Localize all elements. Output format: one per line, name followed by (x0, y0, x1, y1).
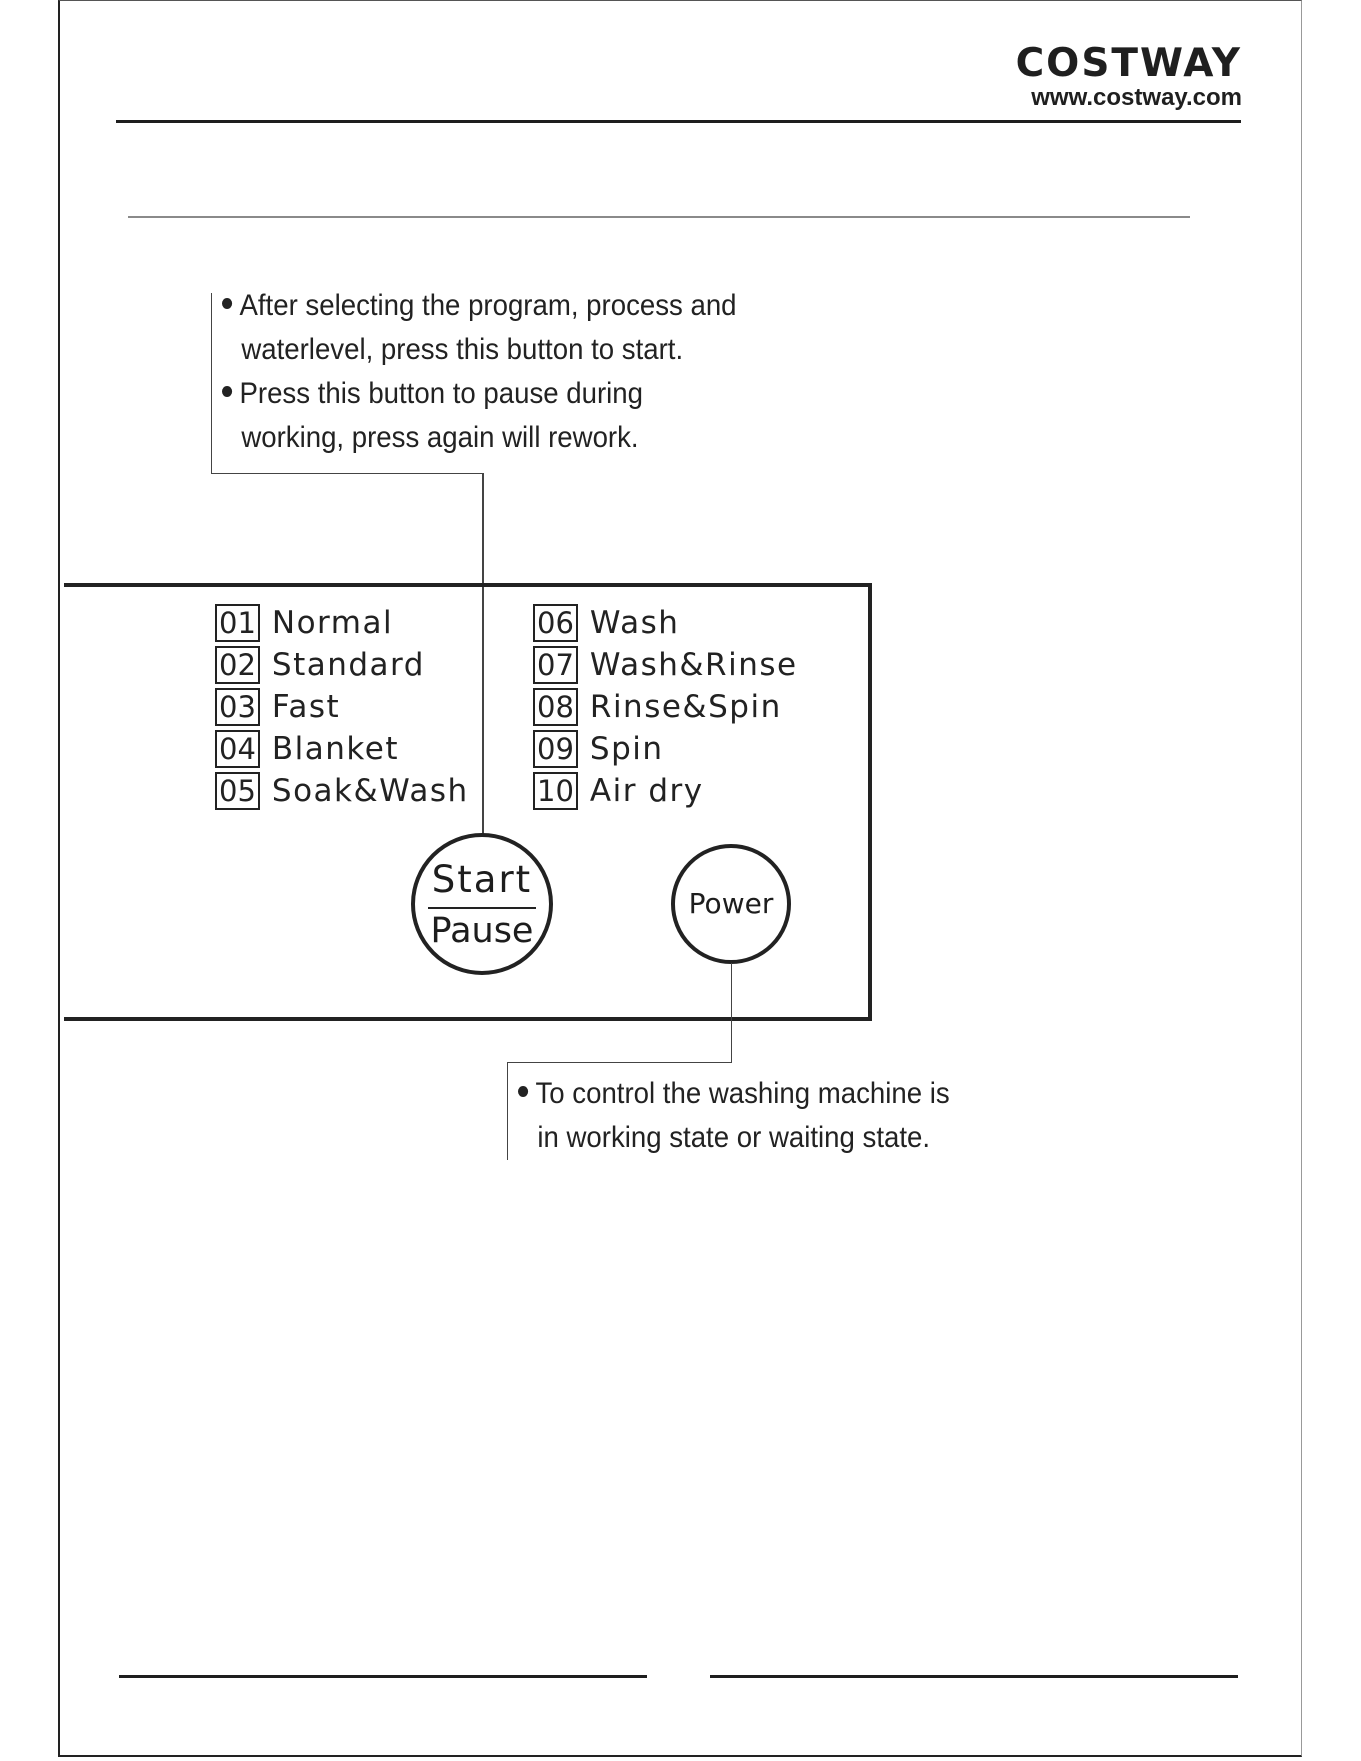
power-button[interactable] (671, 844, 791, 964)
program-item (533, 644, 798, 686)
start-pause-button[interactable] (411, 833, 553, 975)
program-item (215, 644, 469, 686)
power-label: Power (688, 887, 774, 920)
program-item (533, 602, 798, 644)
leader-line (731, 963, 732, 1063)
note-line: To control the washing machine is (518, 1072, 950, 1116)
note-line: After selecting the program, process and (222, 284, 737, 328)
power-note (518, 1072, 950, 1160)
leader-line (507, 1062, 732, 1063)
program-label: Fast (271, 689, 341, 725)
start-label: Start (431, 858, 533, 901)
brand-header (1015, 41, 1242, 111)
header-rule (116, 120, 1241, 123)
program-item (215, 602, 469, 644)
program-label: Wash (589, 605, 680, 641)
program-item (533, 686, 798, 728)
section-rule (128, 216, 1190, 218)
program-label: Standard (271, 647, 425, 683)
program-item (215, 728, 469, 770)
program-label: Wash&Rinse (589, 647, 798, 683)
footer-rule-left (119, 1675, 647, 1678)
pause-label: Pause (430, 911, 534, 951)
note-line: waterlevel, press this button to start. (241, 333, 684, 366)
start-pause-note (222, 284, 737, 460)
program-list-left (215, 602, 469, 812)
program-list-right (533, 602, 798, 812)
footer-rule-right (710, 1675, 1238, 1678)
program-number: 01 (215, 604, 260, 642)
program-item (215, 770, 469, 812)
program-item (215, 686, 469, 728)
note-line: working, press again will rework. (241, 421, 639, 454)
program-number: 06 (533, 604, 578, 642)
program-item (533, 770, 798, 812)
program-number: 02 (215, 646, 260, 684)
program-label: Normal (271, 605, 394, 641)
leader-line (507, 1062, 508, 1160)
program-label: Air dry (589, 773, 704, 809)
bullet-icon (222, 298, 232, 309)
program-label: Soak&Wash (271, 773, 469, 809)
program-number: 08 (533, 688, 578, 726)
program-number: 10 (533, 772, 578, 810)
program-label: Spin (589, 731, 664, 767)
brand-logo: COSTWAY (1015, 41, 1242, 86)
brand-url: www.costway.com (1031, 84, 1242, 111)
bullet-icon (518, 1086, 528, 1097)
program-number: 09 (533, 730, 578, 768)
leader-line (211, 293, 212, 474)
leader-line (211, 473, 483, 474)
program-number: 05 (215, 772, 260, 810)
bullet-icon (222, 386, 232, 397)
program-number: 07 (533, 646, 578, 684)
program-number: 04 (215, 730, 260, 768)
note-line: in working state or waiting state. (537, 1121, 931, 1154)
program-item (533, 728, 798, 770)
program-label: Rinse&Spin (589, 689, 782, 725)
note-line: Press this button to pause during (222, 372, 737, 416)
program-number: 03 (215, 688, 260, 726)
program-label: Blanket (271, 731, 400, 767)
